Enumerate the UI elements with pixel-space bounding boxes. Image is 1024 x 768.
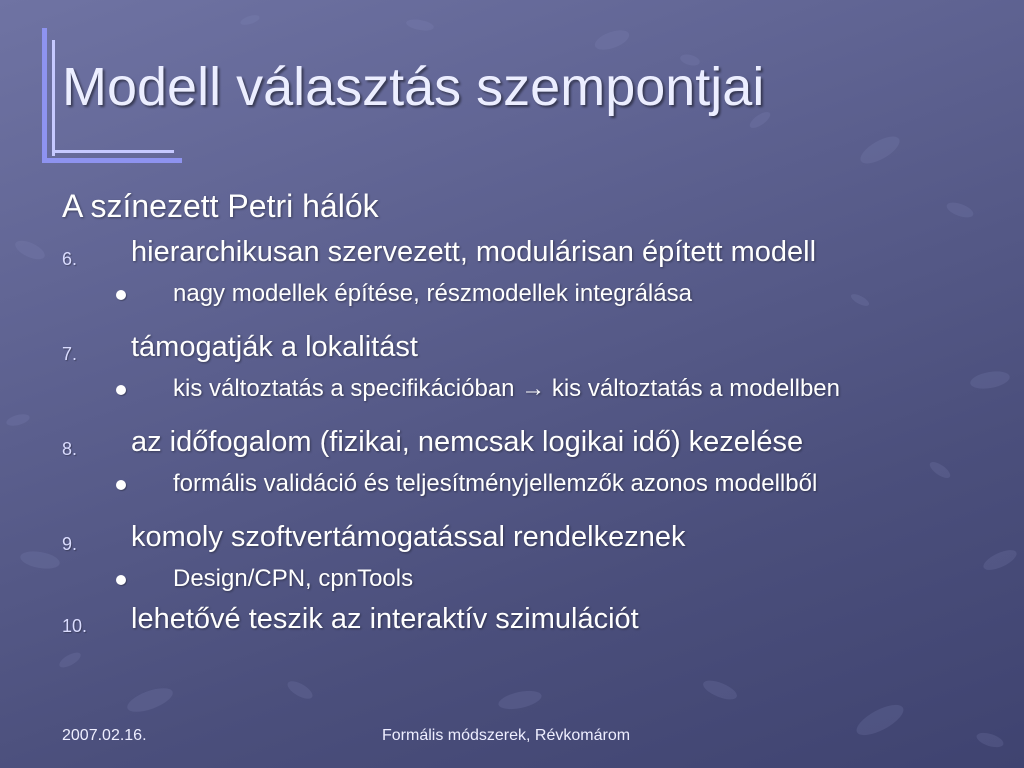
list-item-number: 7.: [62, 343, 78, 364]
title-accent-line-vertical: [52, 40, 55, 156]
title-accent-bar-vertical: [42, 28, 47, 163]
sub-list-item-text: Design/CPN, cpnTools: [173, 564, 414, 592]
slide-title: Modell választás szempontjai: [62, 57, 765, 117]
list-item: [62, 425, 1002, 466]
list-item-number: 9.: [62, 533, 78, 554]
sub-list-item-text: formális validáció és teljesítményjellemzők azonos modellből: [173, 469, 818, 497]
list-item: [62, 235, 1002, 276]
list-item-number: 6.: [62, 248, 78, 269]
footer-date: 2007.02.16.: [62, 727, 147, 744]
title-accent-line-horizontal: [52, 150, 174, 153]
bullet-icon: [116, 385, 126, 395]
sub-list-item: [62, 371, 1002, 425]
list-item-number: 10.: [62, 615, 88, 636]
slide-content: [62, 188, 1002, 643]
list-item: [62, 520, 1002, 561]
slide-subtitle: A színezett Petri hálók: [62, 188, 379, 224]
list-item-text: támogatják a lokalitást: [131, 330, 418, 363]
list-item-number: 8.: [62, 438, 78, 459]
list-item: [62, 330, 1002, 371]
list-item-text: hierarchikusan szervezett, modulárisan épített modell: [131, 235, 817, 268]
list-item-text: lehetővé teszik az interaktív szimulációt: [131, 602, 639, 635]
bullet-icon: [116, 575, 126, 585]
sub-list-item: [62, 466, 1002, 520]
sub-list-item-text: kis változtatás a specifikációban → kis változtatás a modellben: [173, 374, 840, 402]
list-item: [62, 602, 1002, 643]
sub-list-item: [62, 561, 1002, 602]
list-item-text: az időfogalom (fizikai, nemcsak logikai idő) kezelése: [131, 425, 804, 458]
footer-title: Formális módszerek, Révkomárom: [382, 727, 631, 744]
title-accent-bar-horizontal: [42, 158, 182, 163]
sub-list-item-text: nagy modellek építése, részmodellek integrálása: [173, 279, 692, 307]
list-item-text: komoly szoftvertámogatással rendelkeznek: [131, 520, 686, 553]
bullet-icon: [116, 290, 126, 300]
sub-list-item: [62, 276, 1002, 330]
bullet-icon: [116, 480, 126, 490]
